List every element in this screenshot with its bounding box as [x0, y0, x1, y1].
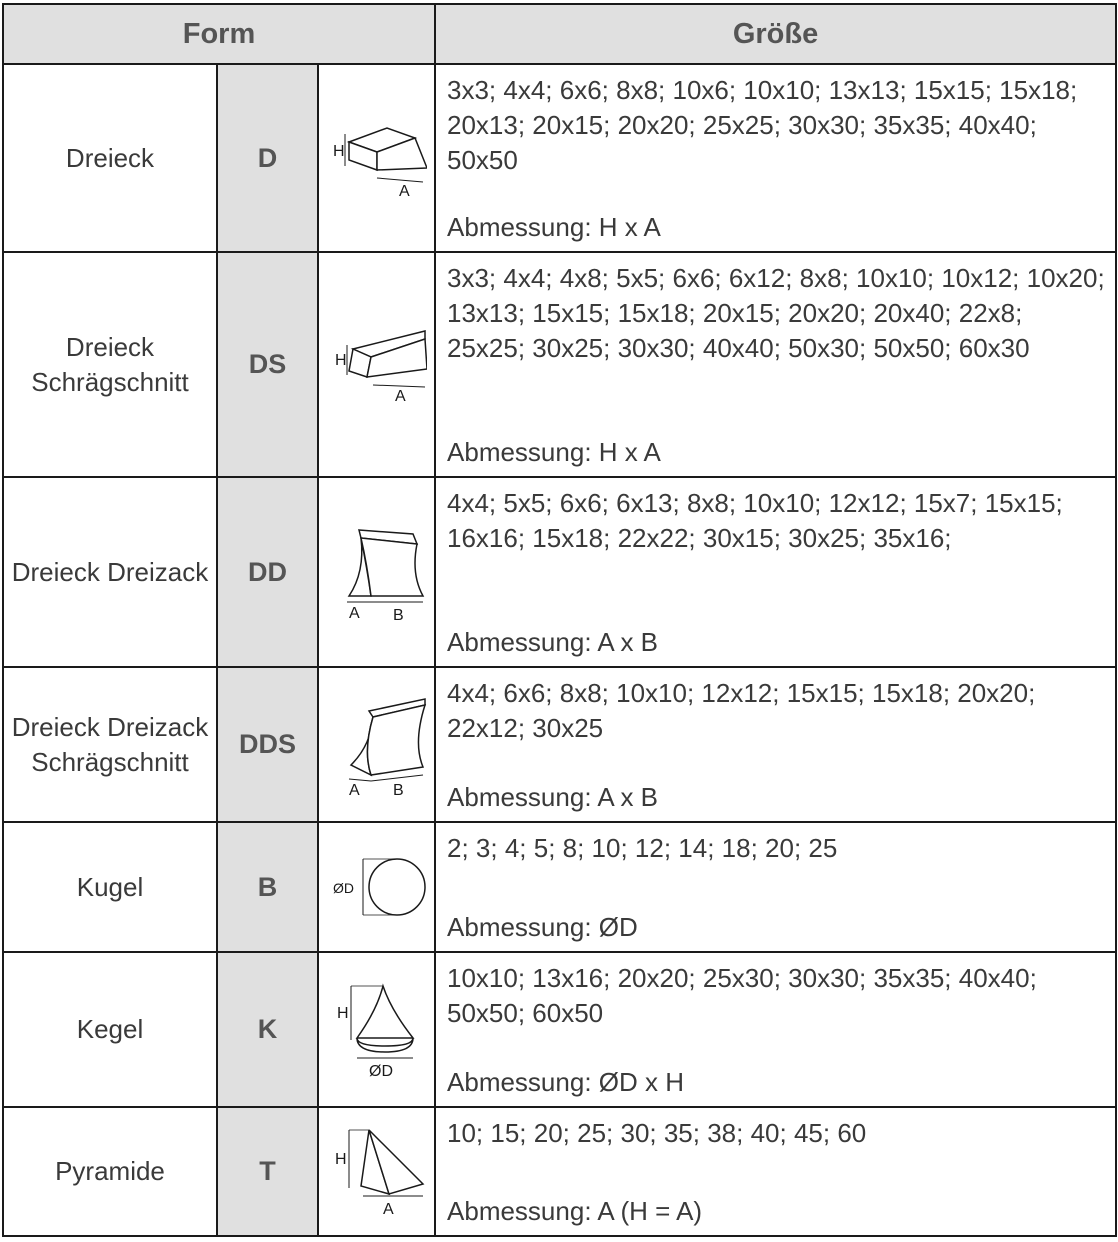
dimension-label-b: B [392, 607, 404, 620]
dimension-label-d: ØD [368, 1062, 393, 1080]
header-size: Größe [435, 4, 1116, 64]
shape-code: D [217, 64, 318, 252]
table-row [3, 822, 1116, 952]
size-cell [435, 667, 1116, 822]
shape-name: Dreieck [3, 64, 217, 252]
triangle-angle-cut-icon [318, 252, 435, 477]
shape-name: Dreieck Schrägschnitt [3, 252, 217, 477]
table-row [3, 1107, 1116, 1236]
dimension-label-h: H [334, 351, 347, 369]
size-values: 2; 3; 4; 5; 8; 10; 12; 14; 18; 20; 25 [447, 833, 838, 863]
shape-size-table [2, 3, 1117, 1237]
size-values: 3x3; 4x4; 6x6; 8x8; 10x6; 10x10; 13x13; 15x15; 15x18; 20x13; 20x15; 20x20; 25x25; 30x30; 35x35; 40x40; 50x50 [447, 75, 1078, 175]
table-row [3, 952, 1116, 1107]
size-values: 4x4; 5x5; 6x6; 6x13; 8x8; 10x10; 12x12; 15x7; 15x15; 16x16; 15x18; 22x22; 30x15; 30x25; 35x16; [447, 488, 1063, 553]
dimension-label-a: A [382, 1200, 394, 1218]
dimension-label-a: A [398, 183, 410, 198]
shape-code: T [217, 1107, 318, 1236]
shape-name: Dreieck Dreizack [3, 477, 217, 667]
shape-name: Kugel [3, 822, 217, 952]
shape-code: DDS [217, 667, 318, 822]
dimension-label-a: A [348, 781, 360, 795]
dimension-label-d: ØD [332, 880, 354, 896]
header-row [3, 4, 1116, 64]
dimension-label-a: A [394, 387, 406, 405]
dimension-note: Abmessung: H x A [447, 212, 661, 242]
pyramid-icon [318, 1107, 435, 1236]
dimension-label-h: H [336, 1004, 349, 1022]
size-values: 10x10; 13x16; 20x20; 25x30; 30x30; 35x35; 40x40; 50x50; 60x50 [447, 963, 1037, 1028]
size-cell [435, 252, 1116, 477]
triangle-prism-icon [318, 64, 435, 252]
size-values: 4x4; 6x6; 8x8; 10x10; 12x12; 15x15; 15x18; 20x20; 22x12; 30x25 [447, 678, 1036, 743]
table-row [3, 252, 1116, 477]
size-cell [435, 477, 1116, 667]
table-row [3, 64, 1116, 252]
cone-icon [318, 952, 435, 1107]
shape-code: K [217, 952, 318, 1107]
dimension-note: Abmessung: H x A [447, 437, 661, 467]
dimension-note: Abmessung: A x B [447, 627, 659, 657]
shape-code: DS [217, 252, 318, 477]
header-form: Form [3, 4, 435, 64]
shape-name: Kegel [3, 952, 217, 1107]
dimension-label-a: A [348, 605, 360, 620]
triangle-trident-angle-cut-icon [318, 667, 435, 822]
shape-code: DD [217, 477, 318, 667]
dimension-note: Abmessung: A (H = A) [447, 1196, 703, 1226]
dimension-label-b: B [392, 781, 404, 795]
size-cell [435, 952, 1116, 1107]
dimension-note: Abmessung: A x B [447, 782, 659, 812]
dimension-label-h: H [334, 1150, 347, 1168]
size-cell [435, 64, 1116, 252]
sphere-icon [318, 822, 435, 952]
size-cell [435, 1107, 1116, 1236]
shape-name: Dreieck Dreizack Schrägschnitt [3, 667, 217, 822]
table-row [3, 667, 1116, 822]
dimension-note: Abmessung: ØD [447, 912, 638, 942]
size-values: 10; 15; 20; 25; 30; 35; 38; 40; 45; 60 [447, 1118, 867, 1148]
size-cell [435, 822, 1116, 952]
table-row [3, 477, 1116, 667]
shape-name: Pyramide [3, 1107, 217, 1236]
shape-code: B [217, 822, 318, 952]
dimension-note: Abmessung: ØD x H [447, 1067, 684, 1097]
dimension-label-h: H [332, 143, 345, 160]
triangle-trident-icon [318, 477, 435, 667]
size-values: 3x3; 4x4; 4x8; 5x5; 6x6; 6x12; 8x8; 10x10; 10x12; 10x20; 13x13; 15x15; 15x18; 20x15; 20x20; 20x40; 22x8; 25x25; 30x25; 30x30; 40x40; 50x30; 50x50; 60x30 [447, 263, 1105, 363]
